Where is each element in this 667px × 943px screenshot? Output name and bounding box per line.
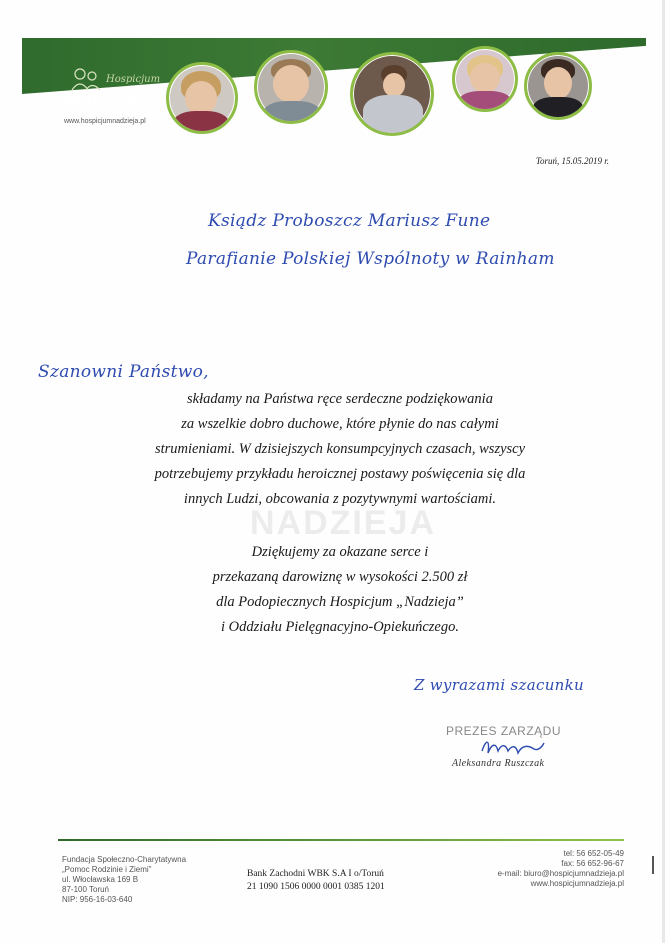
footer-foundation-line: „Pomoc Rodzinie i Ziemi” (62, 865, 152, 874)
paragraph-line: potrzebujemy przykładu heroicznej postawy poświęcenia się dla (154, 466, 526, 482)
salutation: Szanowni Państwo, (38, 362, 209, 382)
thank-you-paragraph (60, 387, 620, 512)
footer-fax: fax: 56 652-96-67 (561, 859, 624, 868)
child-photo-3 (350, 52, 434, 136)
footer-foundation-line: ul. Włocławska 169 B (62, 875, 139, 884)
footer-phone: tel: 56 652-05-49 (563, 849, 624, 858)
bank-name: Bank Zachodni WBK S.A I o/Toruń (247, 869, 384, 879)
footer-foundation-line: 87-100 Toruń (62, 885, 109, 894)
signer-name: Aleksandra Ruszczak (452, 758, 545, 769)
paragraph-line: za wszelkie dobro duchowe, które płynie do nas całymi (181, 416, 499, 432)
paragraph-line: składamy na Państwa ręce serdeczne podziękowania (187, 391, 493, 407)
logo-script-text: Hospicjum (106, 74, 161, 85)
footer-foundation-line: NIP: 956-16-03-640 (62, 895, 133, 904)
footer-foundation (62, 855, 186, 905)
footer-website: www.hospicjumnadzieja.pl (530, 879, 624, 888)
paragraph-line: przekazaną darowiznę w wysokości 2.500 zł (212, 569, 468, 585)
header-website: www.hospicjumnadzieja.pl (64, 118, 146, 125)
recipient-line-2: Parafianie Polskiej Wspólnoty w Rainham (186, 249, 555, 269)
page-edge (662, 0, 665, 943)
logo-figures-icon (68, 66, 108, 92)
paragraph-line: i Oddziału Pielęgnacyjno-Opiekuńczego. (221, 619, 459, 635)
child-photo-1 (166, 62, 238, 134)
footer-contact (498, 849, 624, 889)
bank-account: 21 1090 1506 0000 0001 0385 1201 (247, 882, 385, 892)
logo-name-text: NADZIEJA (64, 91, 144, 108)
child-photo-2 (254, 50, 328, 124)
paragraph-line: Dziękujemy za okazane serce i (251, 544, 429, 560)
child-photo-4 (452, 46, 518, 112)
watermark: NADZIEJA (250, 504, 437, 542)
adult-photo-5 (524, 52, 592, 120)
page-edge-mark (652, 856, 654, 874)
footer-email: e-mail: biuro@hospicjumnadzieja.pl (497, 869, 624, 878)
footer-divider (58, 839, 624, 841)
letter-date: Toruń, 15.05.2019 r. (535, 156, 609, 166)
president-stamp: PREZES ZARZĄDU (446, 724, 562, 738)
hospice-logo (62, 66, 162, 116)
paragraph-line: strumieniami. W dzisiejszych konsumpcyjnych czasach, wszyscy (154, 441, 526, 457)
closing: Z wyrazami szacunku (414, 676, 584, 694)
footer-bank (247, 868, 385, 894)
paragraph-line: innych Ludzi, obcowania z pozytywnymi wartościami. (183, 491, 497, 507)
donation-paragraph (60, 540, 620, 640)
recipient-line-1: Ksiądz Proboszcz Mariusz Fune (208, 211, 491, 231)
paragraph-line: dla Podopiecznych Hospicjum „Nadzieja” (216, 594, 464, 610)
handwritten-signature (478, 735, 548, 759)
footer-foundation-line: Fundacja Społeczno-Charytatywna (62, 855, 187, 864)
